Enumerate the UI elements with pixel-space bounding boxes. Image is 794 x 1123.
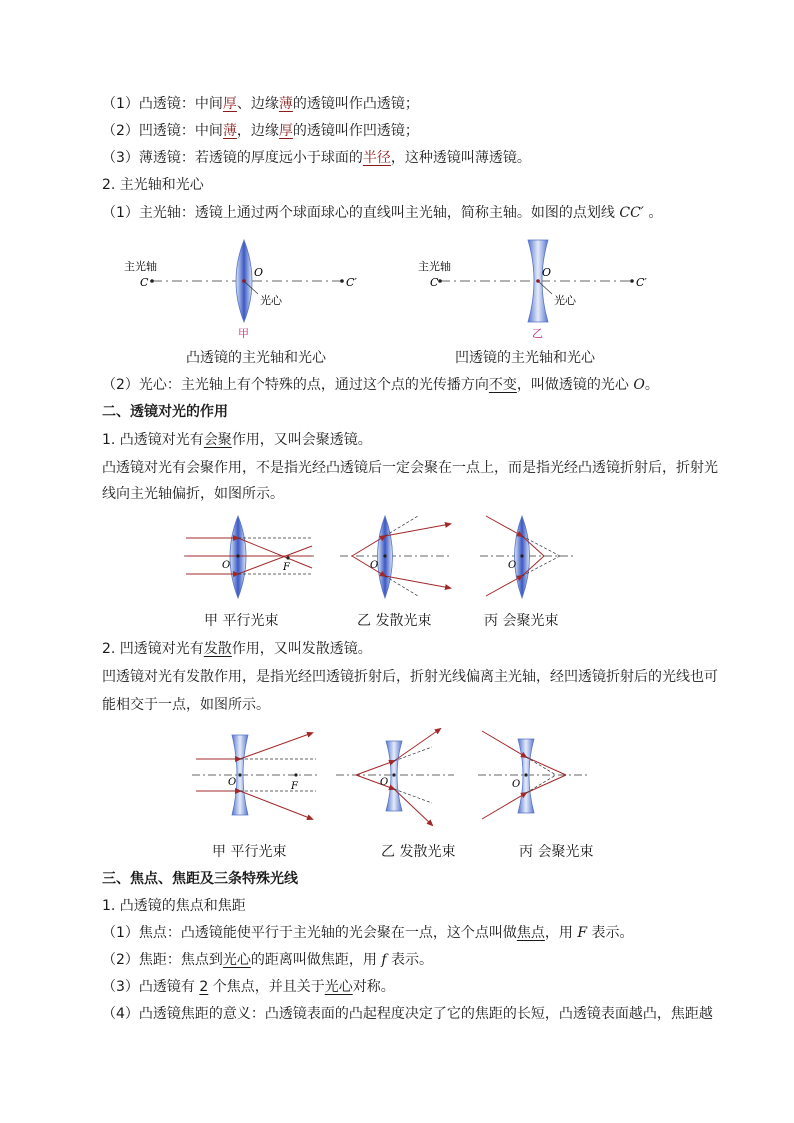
label-o: O bbox=[222, 560, 231, 571]
diagram-convex-principal-axis bbox=[120, 238, 360, 343]
label-o: O bbox=[254, 266, 264, 279]
label-o: O bbox=[542, 266, 552, 279]
text-two-foci: （3）凸透镜有 2 个焦点，并且关于光心对称。 bbox=[102, 979, 395, 995]
text-concave-explanation-1: 凹透镜对光有发散作用，是指光经凹透镜折射后，折射光线偏离主光轴，经凹透镜折射后的光线也可 bbox=[102, 669, 718, 685]
diagram-convex-diverging bbox=[340, 512, 460, 607]
diagram-concave-converging bbox=[478, 727, 592, 827]
diagram-convex-converging bbox=[480, 512, 580, 607]
label-yi: 乙 bbox=[532, 327, 543, 340]
diagram-concave-diverging bbox=[336, 727, 460, 827]
text-convex-explanation-2: 线向主光轴偏折，如图所示。 bbox=[102, 486, 284, 502]
text-optical-center: （2）光心：主光轴上有个特殊的点，通过这个点的光传播方向不变，叫做透镜的光心 O。 bbox=[102, 377, 659, 393]
caption-concave-principal-axis: 凹透镜的主光轴和光心 bbox=[455, 350, 595, 366]
label-c: C bbox=[140, 276, 149, 289]
text-convex-definition: （1）凸透镜：中间厚、边缘薄的透镜叫作凸透镜； bbox=[102, 96, 419, 112]
heading-lens-effect: 二、透镜对光的作用 bbox=[102, 404, 228, 420]
subheading-convex-focus: 1. 凸透镜的焦点和焦距 bbox=[102, 898, 246, 914]
caption-convex-principal-axis: 凸透镜的主光轴和光心 bbox=[186, 350, 326, 366]
label-f: F bbox=[291, 781, 298, 792]
label-c-prime: C′ bbox=[636, 276, 647, 289]
text-focus-definition: （1）焦点：凸透镜能使平行于主光轴的光会聚在一点，这个点叫做焦点，用 F 表示。 bbox=[102, 925, 634, 941]
text-focal-length-meaning: （4）凸透镜焦距的意义：凸透镜表面的凸起程度决定了它的焦距的长短，凸透镜表面越凸，焦距越 bbox=[102, 1006, 713, 1022]
label-o: O bbox=[228, 777, 237, 788]
label-principal-axis: 主光轴 bbox=[418, 260, 451, 273]
text-focal-length-definition: （2）焦距：焦点到光心的距离叫做焦距，用 f 表示。 bbox=[102, 952, 434, 968]
label-optical-center: 光心 bbox=[260, 294, 282, 307]
label-c: C bbox=[430, 276, 439, 289]
label-c-prime: C′ bbox=[346, 276, 357, 289]
diagram-concave-principal-axis bbox=[410, 238, 660, 343]
text-thin-lens-definition: （3）薄透镜：若透镜的厚度远小于球面的半径，这种透镜叫薄透镜。 bbox=[102, 150, 531, 166]
diagram-convex-parallel bbox=[184, 512, 319, 607]
label-o: O bbox=[508, 560, 517, 571]
label-jia: 甲 bbox=[238, 327, 249, 340]
label-f: F bbox=[283, 562, 290, 573]
heading-focus-focal-length: 三、焦点、焦距及三条特殊光线 bbox=[102, 871, 298, 887]
text-concave-definition: （2）凹透镜：中间薄，边缘厚的透镜叫作凹透镜； bbox=[102, 123, 419, 139]
caption-convex-diverging: 乙 发散光束 bbox=[357, 613, 432, 629]
label-o: O bbox=[380, 777, 389, 788]
diagram-concave-parallel bbox=[192, 727, 324, 827]
label-principal-axis: 主光轴 bbox=[124, 260, 157, 273]
label-optical-center: 光心 bbox=[554, 294, 576, 307]
caption-concave-parallel: 甲 平行光束 bbox=[212, 844, 287, 860]
text-concave-diverging: 2. 凹透镜对光有发散作用，又叫发散透镜。 bbox=[102, 641, 372, 657]
caption-concave-converging: 丙 会聚光束 bbox=[519, 844, 594, 860]
text-convex-converging: 1. 凸透镜对光有会聚作用，又叫会聚透镜。 bbox=[102, 432, 372, 448]
caption-concave-diverging: 乙 发散光束 bbox=[381, 844, 456, 860]
label-o: O bbox=[512, 779, 521, 790]
text-principal-axis: （1）主光轴：透镜上通过两个球面球心的直线叫主光轴，简称主轴。如图的点划线 CC′ 。 bbox=[102, 205, 663, 221]
caption-convex-converging: 丙 会聚光束 bbox=[484, 613, 559, 629]
label-o: O bbox=[370, 560, 379, 571]
caption-convex-parallel: 甲 平行光束 bbox=[204, 613, 279, 629]
text-convex-explanation-1: 凸透镜对光有会聚作用，不是指光经凸透镜后一定会聚在一点上，而是指光经凸透镜折射后，折射光 bbox=[102, 460, 718, 476]
subheading-principal-axis: 2. 主光轴和光心 bbox=[102, 177, 204, 193]
text-concave-explanation-2: 能相交于一点，如图所示。 bbox=[102, 697, 270, 713]
